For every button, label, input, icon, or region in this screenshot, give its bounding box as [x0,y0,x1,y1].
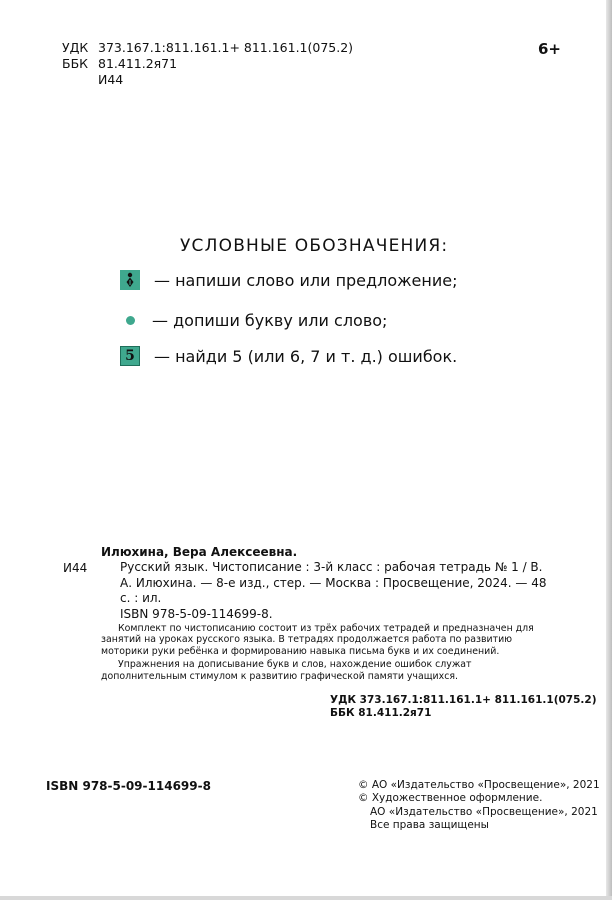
annotation-paragraph-2: Упражнения на дописывание букв и слов, нахождение ошибок служат дополнительным стимулом к развитию графической памяти учащихся. [101,659,472,682]
card-isbn: ISBN 978-5-09-114699-8. [120,607,273,621]
legend-text-errors: — найди 5 (или 6, 7 и т. д.) ошибок. [154,346,458,366]
legend-title: УСЛОВНЫЕ ОБОЗНАЧЕНИЯ: [180,236,449,256]
legend-item-write [120,270,457,290]
age-rating: 6+ [538,40,562,58]
card-classification [330,694,597,720]
dot-icon [126,316,135,325]
copyright-line-3: АО «Издательство «Просвещение», 2021 [370,805,598,818]
page-bottom-edge [0,896,612,900]
udk-row [62,40,353,56]
footer-copyright [358,779,600,833]
page-edge [606,0,612,900]
pen-nib-icon [120,270,140,290]
copyright-line-2: © Художественное оформление. [358,792,543,805]
rights-reserved: Все права защищены [370,819,489,832]
number-box-icon: 5 [120,346,140,366]
legend-item-complete [120,311,387,330]
author-mark-row [62,72,353,88]
copyright-line-1: © АО «Издательство «Просвещение», 2021 [358,779,600,791]
legend-text-complete: — допиши букву или слово; [152,311,388,330]
classification-block [62,40,353,88]
udk-value: 373.167.1:811.161.1+ 811.161.1(075.2) [98,40,354,55]
card-author: Илюхина, Вера Алексеевна. [101,545,298,559]
legend-item-errors [120,346,457,366]
card-annotation [101,623,553,682]
bbk-value: 81.411.2я71 [98,56,178,71]
card-bbk: ББК 81.411.2я71 [330,707,432,719]
legend-text-write: — напиши слово или предложение; [154,270,458,290]
card-description: Русский язык. Чистописание : 3-й класс : рабочая тетрадь № 1 / В. А. Илюхина. — 8-е изд., стер. — Москва : Просвещение, 2024. — 48 с. : ил. [120,560,547,606]
author-mark: И44 [98,72,124,87]
card-udk: УДК 373.167.1:811.161.1+ 811.161.1(075.2) [330,694,597,706]
footer-isbn: ISBN 978-5-09-114699-8 [46,779,211,793]
card-code: И44 [63,561,88,575]
udk-key: УДК [62,40,89,55]
bbk-row [62,56,353,72]
bbk-key: ББК [62,56,89,71]
annotation-paragraph-1: Комплект по чистописанию состоит из трёх рабочих тетрадей и предназначен для занятий на уроках русского языка. В тетрадях продолжается работа по развитию моторики руки ребёнка и формированию навыка письма букв и их соединений. [101,623,534,657]
